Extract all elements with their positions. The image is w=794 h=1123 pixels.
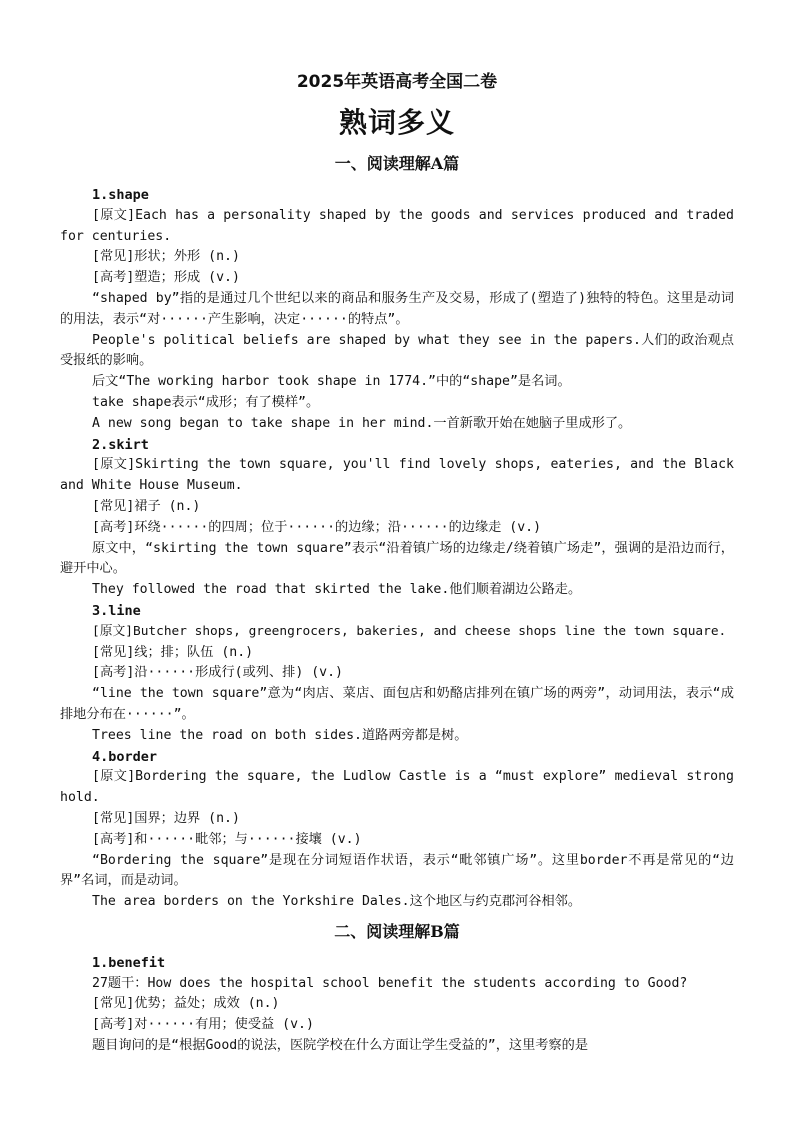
- vocab-entry: [60, 601, 734, 747]
- entry-line: They followed the road that skirted the lake.他们顺着湖边公路走。: [92, 582, 582, 598]
- section-heading: 二、阅读理解B篇: [334, 921, 460, 941]
- entry-line: 原文中，“skirting the town square”表示“沿着镇广场的边缘走/绕着镇广场走”，强调的是沿边而行，避开中心。: [60, 540, 734, 577]
- entry-line: [原文]Butcher shops, greengrocers, bakeries, and cheese shops line the town square.: [92, 623, 727, 639]
- entry-line: [高考]和······毗邻；与······接壤 (v.): [92, 831, 362, 847]
- entry-word: 2.skirt: [92, 436, 149, 453]
- entry-line: [原文]Bordering the square, the Ludlow Castle is a “must explore” medieval stronghold.: [60, 769, 734, 806]
- entry-word: 3.line: [92, 602, 141, 619]
- entry-line: [常见]裙子 (n.): [92, 498, 201, 514]
- entry-line: “Bordering the square”是现在分词短语作状语，表示“毗邻镇广场”。这里border不再是常见的“边界”名词，而是动词。: [60, 852, 734, 889]
- entry-line: “line the town square”意为“肉店、菜店、面包店和奶酪店排列在镇广场的两旁”，动词用法，表示“成排地分布在······”。: [60, 686, 734, 722]
- vocab-entry: [60, 747, 734, 913]
- entry-word: 4.border: [92, 748, 158, 765]
- entry-line: take shape表示“成形；有了模样”。: [92, 394, 320, 410]
- entry-line: [原文]Skirting the town square, you'll find lovely shops, eateries, and the Black and White House Museum.: [60, 457, 734, 494]
- document-body: [60, 153, 734, 1057]
- entry-line: 27题干：How does the hospital school benefit the students according to Good?: [92, 975, 688, 991]
- entry-line: [原文]Each has a personality shaped by the goods and services produced and traded for centuries.: [60, 207, 734, 244]
- document-title: 2025年英语高考全国二卷: [296, 72, 498, 92]
- vocab-entry: [60, 435, 734, 601]
- entry-line: 后文“The working harbor took shape in 1774.”中的“shape”是名词。: [92, 374, 571, 390]
- entry-line: [高考]塑造；形成 (v.): [92, 270, 240, 286]
- entry-line: The area borders on the Yorkshire Dales.这个地区与约克郡河谷相邻。: [92, 894, 582, 910]
- entry-word: 1.shape: [92, 187, 149, 203]
- entry-line: People's political beliefs are shaped by what they see in the papers.人们的政治观点受报纸的影响。: [60, 332, 734, 369]
- entry-word: 1.benefit: [92, 954, 166, 971]
- vocab-entry: [60, 953, 734, 1057]
- entry-line: [常见]优势；益处；成效 (n.): [92, 996, 280, 1012]
- entry-line: [常见]线；排；队伍 (n.): [92, 644, 254, 660]
- entry-line: [常见]国界；边界 (n.): [92, 810, 240, 826]
- entry-line: A new song began to take shape in her mind.一首新歌开始在她脑子里成形了。: [92, 415, 632, 431]
- entry-line: 题目询问的是“根据Good的说法，医院学校在什么方面让学生受益的”，这里考察的是: [92, 1038, 589, 1054]
- entry-line: Trees line the road on both sides.道路两旁都是树。: [92, 727, 468, 743]
- entry-line: “shaped by”指的是通过几个世纪以来的商品和服务生产及交易，形成了(塑造了)独特的特色。这里是动词的用法，表示“对······产生影响，决定······的特点”。: [60, 290, 734, 327]
- entry-line: [高考]环绕······的四周；位于······的边缘；沿······的边缘走 (v.): [92, 519, 542, 535]
- document-subtitle: 熟词多义: [338, 106, 455, 139]
- entry-line: [高考]沿······形成行(或列、排) (v.): [92, 665, 343, 681]
- vocab-entry: [60, 185, 734, 435]
- entry-line: [高考]对······有用；使受益 (v.): [92, 1017, 314, 1033]
- entry-line: [常见]形状；外形 (n.): [92, 249, 240, 265]
- section-heading: 一、阅读理解A篇: [334, 154, 460, 173]
